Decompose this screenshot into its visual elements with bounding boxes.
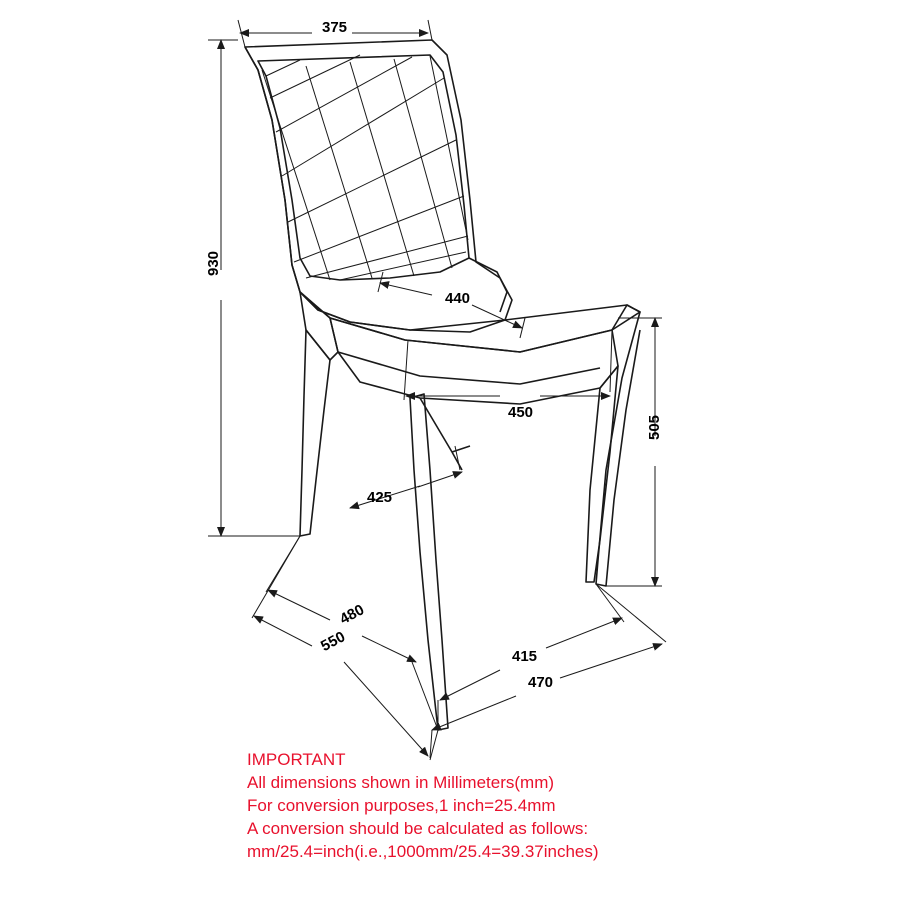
notes-line-4: mm/25.4=inch(i.e.,1000mm/25.4=39.37inches) [247, 842, 599, 861]
dim-label-415: 415 [512, 648, 538, 665]
dim-label-470: 470 [528, 674, 554, 691]
dim-label-550: 550 [318, 628, 349, 656]
ext-440-right [520, 318, 525, 338]
dim-480-a [268, 590, 330, 620]
back-right-fold [469, 258, 507, 312]
back-post-left [245, 47, 300, 292]
dim-550-b [344, 662, 428, 756]
dim-label-505: 505 [646, 414, 663, 440]
ext-375-right [428, 20, 432, 40]
chair-outline [245, 40, 640, 730]
ext-550-a [252, 536, 300, 618]
important-notes [247, 748, 599, 863]
dim-470-a [432, 696, 516, 730]
dim-440-a [380, 283, 432, 295]
notes-line-1: All dimensions shown in Millimeters(mm) [247, 773, 555, 792]
ext-450-left [404, 340, 408, 400]
dim-label-450: 450 [508, 404, 534, 421]
notes-line-3: A conversion should be calculated as follows: [247, 819, 589, 838]
dim-label-930: 930 [205, 250, 222, 276]
ext-470-right [596, 584, 666, 642]
dim-label-440: 440 [445, 290, 471, 307]
dimension-lines [208, 20, 666, 760]
dim-label-480: 480 [337, 601, 368, 629]
ext-415-right [596, 584, 624, 622]
leg-rear-right [596, 305, 640, 586]
dim-label-375: 375 [322, 19, 348, 36]
dim-415-b [546, 618, 622, 648]
dim-480-b [362, 636, 416, 662]
dim-label-425: 425 [367, 489, 393, 506]
under-seat-edge [420, 398, 462, 470]
ext-440-left [378, 272, 383, 292]
notes-heading: IMPORTANT [247, 750, 346, 769]
dim-415-a [440, 670, 500, 700]
tufting-pattern [262, 55, 468, 280]
seat-cushion-seam [338, 352, 600, 384]
dim-470-b [560, 644, 662, 678]
dim-550-a [254, 616, 312, 646]
ext-450-right [610, 330, 612, 392]
leg-rear-left [300, 330, 330, 536]
notes-line-2: For conversion purposes,1 inch=25.4mm [247, 796, 556, 815]
leg-front-left [410, 394, 448, 730]
dim-425-b [418, 472, 462, 487]
leg-front-right [586, 366, 618, 582]
dim-440-b [472, 305, 522, 328]
